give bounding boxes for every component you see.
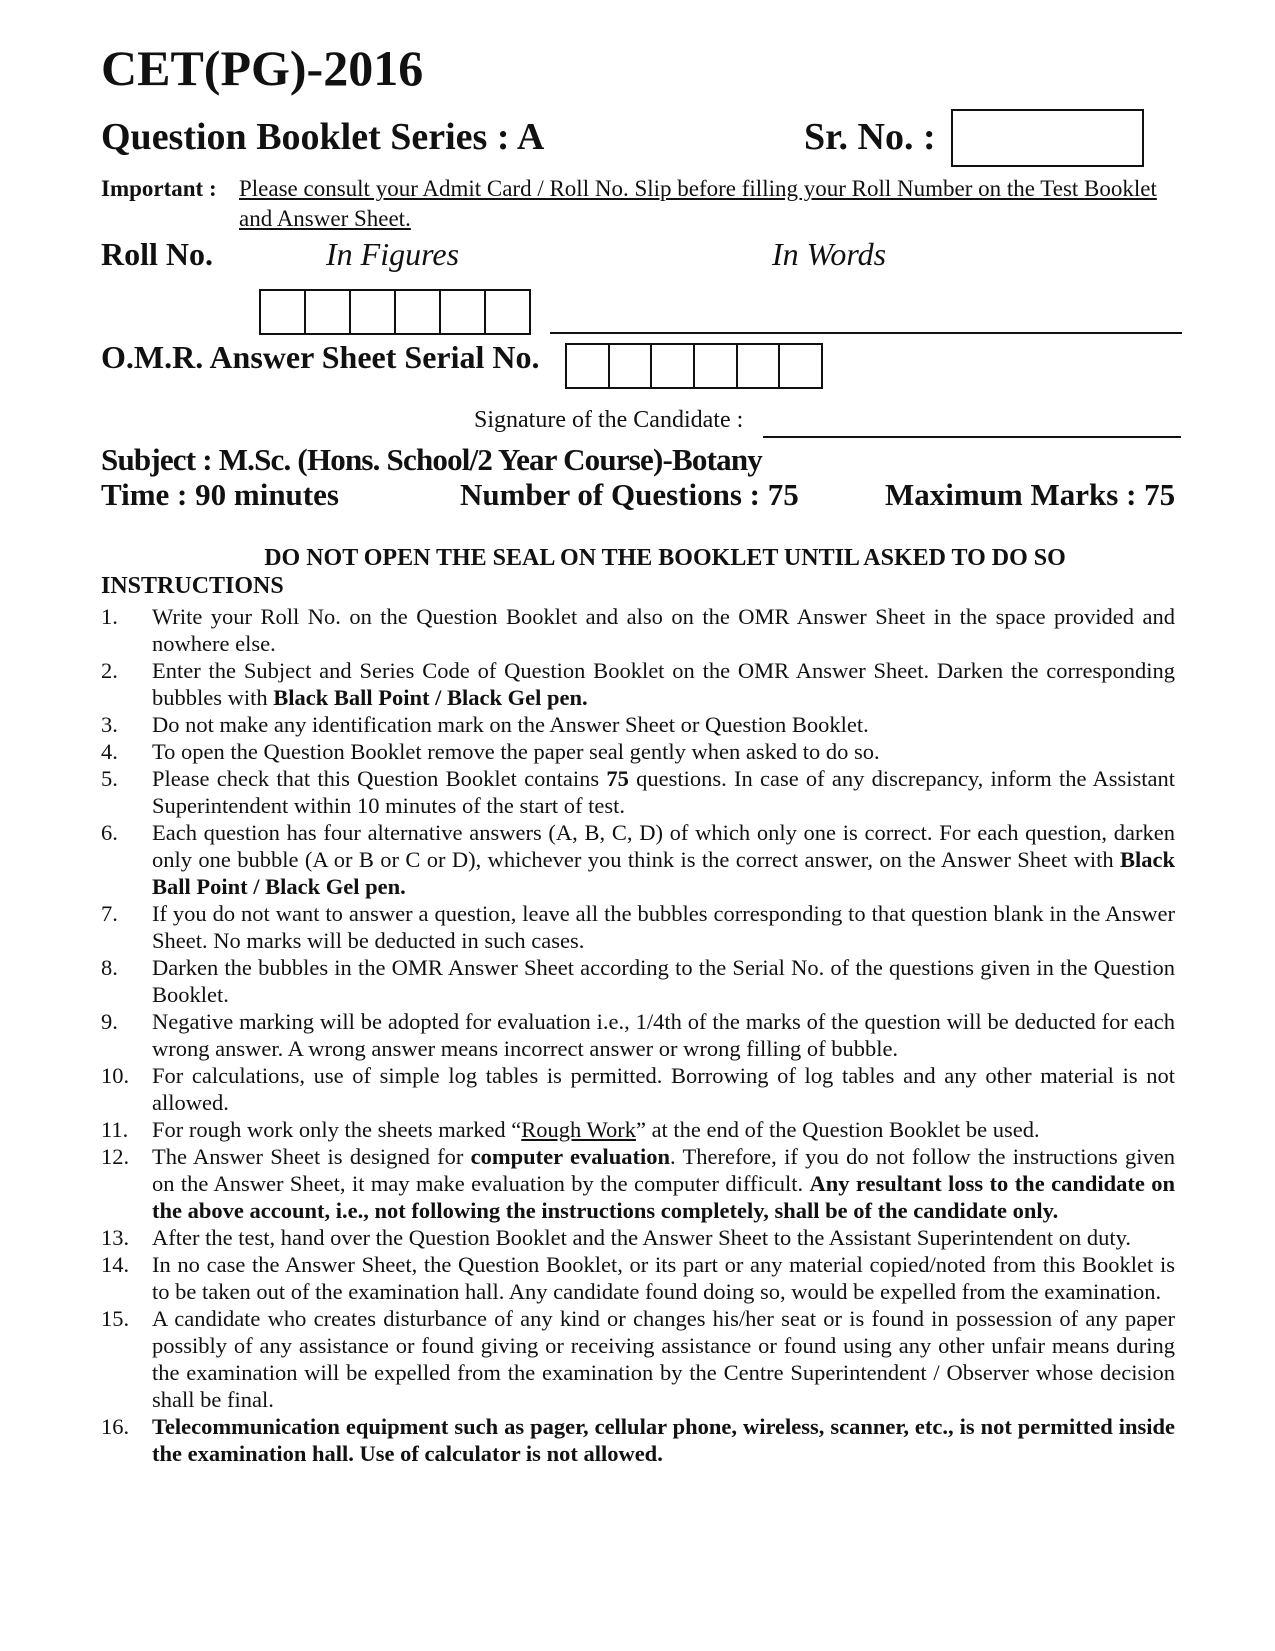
serial-number-label: Sr. No. : xyxy=(804,116,936,158)
instruction-item xyxy=(101,1224,1175,1251)
instruction-text: In no case the Answer Sheet, the Question Booklet, or its part or any material copied/noted from this Booklet is to be taken out of the examination hall. Any candidate found doing so, would be expelled from the examination. xyxy=(152,1252,1175,1304)
instruction-item xyxy=(101,1143,1175,1224)
instruction-number: 4. xyxy=(101,739,118,764)
instruction-item xyxy=(101,765,1175,819)
important-text: Please consult your Admit Card / Roll No. Slip before filling your Roll Number on the Test Booklet and Answer Sheet. xyxy=(239,176,1157,231)
omr-digit-box[interactable] xyxy=(610,345,653,387)
instruction-number: 3. xyxy=(101,712,118,737)
instruction-item xyxy=(101,711,1175,738)
maximum-marks: Maximum Marks : 75 xyxy=(885,477,1176,512)
instructions-list xyxy=(101,603,1175,1467)
instruction-item xyxy=(101,954,1175,1008)
instruction-text: 75 xyxy=(606,766,629,791)
instruction-text: . Therefore, if you do not follow the instructions given on the Answer Sheet, it may make evaluation by the computer difficult. xyxy=(152,1144,1175,1196)
instruction-text: Any resultant loss to the candidate on the above account, i.e., not following the instructions completely, shall be of the candidate only. xyxy=(152,1171,1176,1223)
instruction-text: The Answer Sheet is designed for xyxy=(152,1144,471,1169)
instruction-number: 5. xyxy=(101,766,118,791)
instruction-item xyxy=(101,657,1175,711)
roll-digit-box[interactable] xyxy=(486,291,529,333)
instruction-text: Black Ball Point / Black Gel pen. xyxy=(273,685,588,710)
omr-digit-box[interactable] xyxy=(738,345,781,387)
instruction-number: 12. xyxy=(101,1144,130,1169)
instruction-text: To open the Question Booklet remove the paper seal gently when asked to do so. xyxy=(152,739,880,764)
instruction-text: Black Ball Point / Black Gel pen. xyxy=(152,847,1175,899)
omr-digit-box[interactable] xyxy=(780,345,821,387)
instruction-item xyxy=(101,1116,1175,1143)
instruction-text: If you do not want to answer a question, leave all the bubbles corresponding to that question blank in the Answer Sheet. No marks will be deducted in such cases. xyxy=(152,901,1175,953)
signature-line[interactable] xyxy=(763,436,1181,438)
time-limit: Time : 90 minutes xyxy=(101,477,339,512)
omr-digit-box[interactable] xyxy=(695,345,738,387)
instruction-text: Rough Work xyxy=(521,1117,636,1142)
booklet-series: Question Booklet Series : A xyxy=(101,116,545,158)
instruction-item xyxy=(101,738,1175,765)
instruction-item xyxy=(101,1251,1175,1305)
instruction-number: 14. xyxy=(101,1252,130,1277)
exam-title: CET(PG)-2016 xyxy=(101,40,424,96)
roll-digit-box[interactable] xyxy=(306,291,351,333)
roll-digit-box[interactable] xyxy=(351,291,396,333)
roll-digit-box[interactable] xyxy=(261,291,306,333)
in-words-label: In Words xyxy=(772,236,887,272)
omr-digit-box[interactable] xyxy=(652,345,695,387)
instruction-number: 15. xyxy=(101,1306,130,1331)
subject-line: Subject : M.Sc. (Hons. School/2 Year Course)-Botany xyxy=(101,442,762,477)
seal-warning: DO NOT OPEN THE SEAL ON THE BOOKLET UNTIL ASKED TO DO SO xyxy=(264,545,1066,571)
roll-number-label: Roll No. xyxy=(101,236,213,272)
roll-digit-box[interactable] xyxy=(396,291,441,333)
instruction-item xyxy=(101,900,1175,954)
instruction-number: 7. xyxy=(101,901,118,926)
number-of-questions: Number of Questions : 75 xyxy=(460,477,799,512)
instruction-text: questions. In case of any discrepancy, inform the Assistant Superintendent within 10 minutes of the start of test. xyxy=(152,766,1175,818)
instruction-text: Please check that this Question Booklet contains xyxy=(152,766,607,791)
roll-number-boxes[interactable] xyxy=(259,289,531,335)
omr-serial-label: O.M.R. Answer Sheet Serial No. xyxy=(101,339,540,375)
instruction-item xyxy=(101,1305,1175,1413)
instruction-text: Negative marking will be adopted for evaluation i.e., 1/4th of the marks of the question will be deducted for each wrong answer. A wrong answer means incorrect answer or wrong filling of bubble. xyxy=(152,1009,1175,1061)
serial-number-box[interactable] xyxy=(951,109,1144,167)
signature-label: Signature of the Candidate : xyxy=(474,407,744,433)
instruction-text: Each question has four alternative answers (A, B, C, D) of which only one is correct. For each question, darken only one bubble (A or B or C or D), whichever you think is the correct answer, on the Answer Sheet with xyxy=(152,820,1175,872)
instruction-item xyxy=(101,1008,1175,1062)
instruction-text: Do not make any identification mark on the Answer Sheet or Question Booklet. xyxy=(152,712,869,737)
instruction-text: Darken the bubbles in the OMR Answer Sheet according to the Serial No. of the questions given in the Question Booklet. xyxy=(152,955,1175,1007)
instruction-number: 9. xyxy=(101,1009,118,1034)
in-figures-label: In Figures xyxy=(326,236,460,272)
instruction-number: 13. xyxy=(101,1225,130,1250)
instruction-text: After the test, hand over the Question Booklet and the Answer Sheet to the Assistant Superintendent on duty. xyxy=(152,1225,1131,1250)
instruction-text: For rough work only the sheets marked “ xyxy=(152,1117,522,1142)
instruction-item xyxy=(101,1062,1175,1116)
roll-digit-box[interactable] xyxy=(441,291,486,333)
instruction-text: Telecommunication equipment such as pager, cellular phone, wireless, scanner, etc., is not permitted inside the examination hall. Use of calculator is not allowed. xyxy=(152,1414,1175,1466)
instruction-text: For calculations, use of simple log tables is permitted. Borrowing of log tables and any other material is not allowed. xyxy=(152,1063,1175,1115)
instruction-number: 6. xyxy=(101,820,118,845)
instruction-text: Write your Roll No. on the Question Booklet and also on the OMR Answer Sheet in the space provided and nowhere else. xyxy=(152,604,1175,656)
instruction-text: A candidate who creates disturbance of any kind or changes his/her seat or is found in possession of any paper possibly of any assistance or found giving or receiving assistance or found using any other unfair means during the examination will be expelled from the examination by the Centre Superintendent / Observer whose decision shall be final. xyxy=(152,1306,1175,1412)
instruction-number: 10. xyxy=(101,1063,130,1088)
instruction-number: 8. xyxy=(101,955,118,980)
instruction-number: 1. xyxy=(101,604,118,629)
instruction-text: computer evaluation xyxy=(470,1144,670,1169)
omr-digit-box[interactable] xyxy=(567,345,610,387)
roll-number-words-line[interactable] xyxy=(550,332,1182,334)
instruction-item xyxy=(101,819,1175,900)
instruction-number: 16. xyxy=(101,1414,130,1439)
instruction-number: 2. xyxy=(101,658,118,683)
instruction-text: Enter the Subject and Series Code of Question Booklet on the OMR Answer Sheet. Darken the corresponding bubbles with xyxy=(152,658,1175,710)
instruction-item xyxy=(101,603,1175,657)
instruction-number: 11. xyxy=(101,1117,129,1142)
instruction-item xyxy=(101,1413,1175,1467)
instruction-text: ” at the end of the Question Booklet be used. xyxy=(635,1117,1040,1142)
instructions-heading: INSTRUCTIONS xyxy=(101,573,284,599)
important-label: Important : xyxy=(101,176,217,201)
omr-serial-boxes[interactable] xyxy=(565,343,823,389)
